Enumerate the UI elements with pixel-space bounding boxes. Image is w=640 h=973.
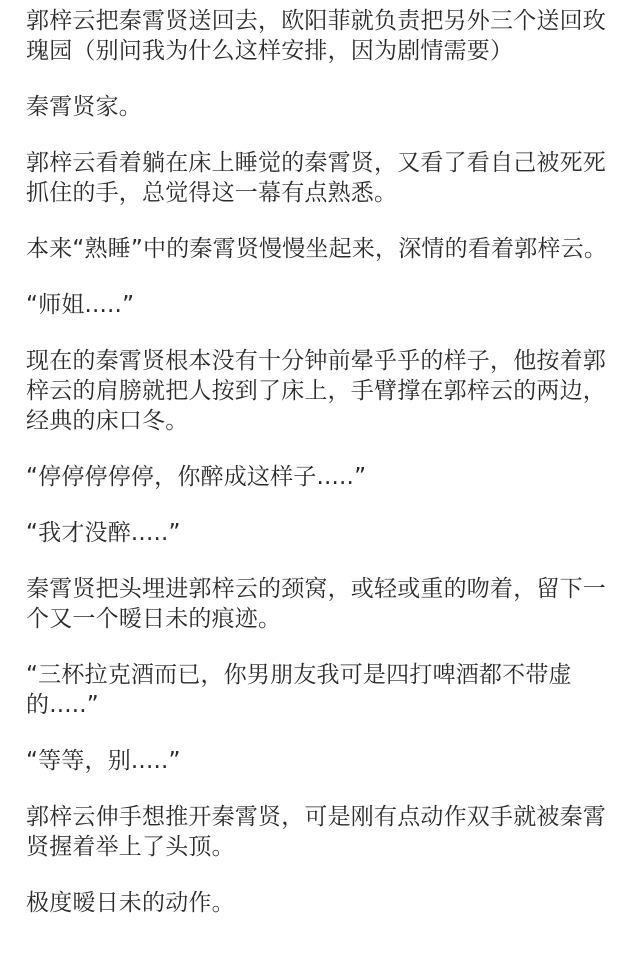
paragraph-10: “三杯拉克酒而已，你男朋友我可是四打啤酒都不带虚的.....”	[26, 662, 572, 718]
paragraph-1: 郭梓云把秦霄贤送回去，欧阳菲就负责把另外三个送回玫瑰园（别问我为什么这样安排，因为剧情需要）	[26, 8, 606, 64]
paragraph-6: 现在的秦霄贤根本没有十分钟前晕乎乎的样子，他按着郭梓云的肩膀就把人按到了床上，手臂撑在郭梓云的两边，经典的床口冬。	[26, 348, 606, 434]
paragraph-3: 郭梓云看着躺在床上睡觉的秦霄贤，又看了看自己被死死抓住的手，总觉得这一幕有点熟悉。	[26, 150, 606, 206]
paragraph-12: 郭梓云伸手想推开秦霄贤，可是刚有点动作双手就被秦霄贤握着举上了头顶。	[26, 804, 606, 860]
paragraph-7: “停停停停停，你醉成这样子.....”	[26, 464, 367, 490]
paragraph-13: 极度暧日未的动作。	[26, 890, 235, 916]
paragraph-8: “我才没醉.....”	[26, 520, 181, 546]
paragraph-9: 秦霄贤把头埋进郭梓云的颈窝，或轻或重的吻着，留下一个又一个暧日未的痕迹。	[26, 576, 606, 632]
paragraph-11: “等等，别.....”	[26, 748, 181, 774]
paragraph-5: “师姐.....”	[26, 292, 135, 318]
paragraph-4: 本来“熟睡”中的秦霄贤慢慢坐起来，深情的看着郭梓云。	[26, 236, 608, 262]
paragraph-2: 秦霄贤家。	[26, 94, 142, 120]
